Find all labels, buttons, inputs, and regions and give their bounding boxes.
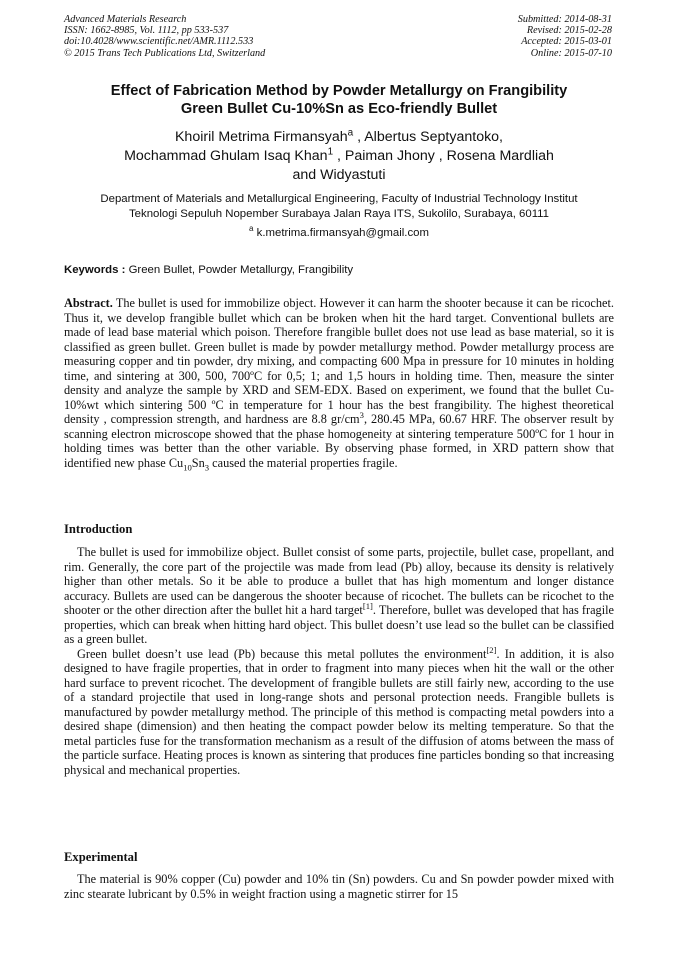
author-name: Khoiril Metrima Firmansyah xyxy=(174,129,348,145)
superscript: 3 xyxy=(359,409,364,420)
paragraph-text: Green bullet doesn’t use lead (Pb) because this metal pollutes the environment xyxy=(77,646,487,661)
email-address: k.metrima.firmansyah@gmail.com xyxy=(253,227,429,239)
subscript: 10 xyxy=(183,461,192,472)
journal-header-right xyxy=(518,14,612,59)
affiliation-mark: 1 xyxy=(327,146,334,158)
issn-line: ISSN: 1662-8985, Vol. 1112, pp 533-537 xyxy=(64,25,229,37)
citation: [2] xyxy=(486,644,497,655)
paragraph-text: The bullet is used for immobilize object. Bullet consist of some parts, projectile, bullet case, propellant, and rim. Generally, the core part of the projectile was made from lead (Pb) alloy, because its density is relatively higher than other metals. So it be able to produce a bullet that has high momentum and longer distance accuracy. Bullets are used can be dangerous the shooter because of ricochet. The bullets can be ricochet to the shooter or the other direction after the bullet hit a hard target xyxy=(64,545,614,617)
journal-name: Advanced Materials Research xyxy=(64,14,187,25)
introduction-body xyxy=(64,545,614,777)
paragraph xyxy=(64,644,614,778)
author-name: Mochammad Ghulam Isaq Khan xyxy=(124,148,328,164)
title-line-2: Green Bullet Cu-10%Sn as Eco-friendly Bullet xyxy=(180,101,498,117)
affiliation-line-1: Department of Materials and Metallurgical Engineering, Faculty of Industrial Technology Institut xyxy=(100,193,578,205)
author-email xyxy=(40,226,638,240)
journal-header-left xyxy=(64,14,265,59)
abstract-text: , 280.45 MPa, 60.67 HRF. The observer result by scanning electron microscope showed that the phase homogeneity at sintering temperature 500ºC for 1 hour in holding times was better than the other variable. By observing phase formed, in XRD pattern show that identified new phase Cu xyxy=(64,412,614,470)
affiliation xyxy=(40,192,638,221)
paragraph: The material is 90% copper (Cu) powder and 10% tin (Sn) powders. Cu and Sn powder powder mixed with zinc stearate lubricant by 0.5% in weight fraction using a magnetic stirrer for 15 xyxy=(64,872,614,901)
experimental-body xyxy=(64,872,614,901)
abstract xyxy=(64,296,614,470)
abstract-text: Sn xyxy=(191,455,205,470)
keywords xyxy=(64,263,614,277)
author-names: , Albertus Septyantoko, xyxy=(353,129,504,145)
paragraph xyxy=(64,545,614,647)
author-line-1 xyxy=(40,128,638,147)
author-list xyxy=(40,128,638,185)
abstract-text: caused the material properties fragile. xyxy=(209,455,398,470)
affiliation-mark: a xyxy=(347,127,354,139)
doi-line: doi:10.4028/www.scientific.net/AMR.1112.533 xyxy=(64,36,254,48)
paragraph-text: . Therefore, bullet was developed that has fragile properties, which can break when hitting hard object. This bullet doesn’t use lead so the bullet can be classified as a green bullet. xyxy=(64,603,614,646)
section-heading-experimental: Experimental xyxy=(64,850,138,864)
email-mark: a xyxy=(249,224,254,234)
keywords-label: Keywords : xyxy=(64,264,126,276)
author-line-2 xyxy=(40,147,638,166)
subscript: 3 xyxy=(204,461,210,472)
paper-title xyxy=(40,82,638,118)
revised-date: Revised: 2015-02-28 xyxy=(526,25,612,37)
keywords-text: Green Bullet, Powder Metallurgy, Frangibility xyxy=(125,264,354,276)
online-date: Online: 2015-07-10 xyxy=(530,47,612,59)
abstract-text: The bullet is used for immobilize object. However it can harm the shooter because it can be ricochet. Thus it, we develop frangible bullet which can be broken when hit the hard target. Conventional bullets are made of lead base material which poison. Therefore frangible bullet does not use lead as base material, so it is classified as green bullet. Green bullet is made by powder metallurgy method. Powder metallurgy process are measuring copper and tin powder, dry mixing, and compacting 600 Mpa in pressure for 10 minutes in holding time, and sintering at 300, 500, 700ºC for 0,5; 1; and 1,5 hours in holding time. Then, measure the sinter density and analyze the sample by XRD and SEM-EDX. Based on experiment, we found that the bullet Cu-10%wt which sintering 500 ºC in temperature for 1 hour has the best frangibility. The highest theoretical density , compression strength, and hardness are 8.8 gr/cm xyxy=(64,296,614,426)
author-line-3: and Widyastuti xyxy=(292,167,386,183)
copyright-line: © 2015 Trans Tech Publications Ltd, Switzerland xyxy=(64,47,266,59)
title-line-1: Effect of Fabrication Method by Powder Metallurgy on Frangibility xyxy=(110,83,568,99)
accepted-date: Accepted: 2015-03-01 xyxy=(521,36,612,48)
submitted-date: Submitted: 2014-08-31 xyxy=(517,14,612,25)
affiliation-line-2: Teknologi Sepuluh Nopember Surabaya Jalan Raya ITS, Sukolilo, Surabaya, 60111 xyxy=(128,207,550,220)
citation: [1] xyxy=(362,600,373,611)
paragraph-text: . In addition, it is also designed to have fragile properties, that in order to fragment into many pieces when hit the wall or the other hard surface to prevent ricochet. The development of frangible bullets are still fairly new, according to the use of a standard projectile that used in long-range shots and personal protection needs. Frangible bullets is manufactured by powder metallurgy method. The principle of this method is compacting metal powders into a desired shape (dimension) and then heating the compact powder below its melting temperature. So that the metal particles fuse for the transformation mechanism as a result of the diffusion of atoms between the mass of the particle surface. Heating proces is known as sintering that produces fine particles bonding so that increasing physical and mechanical properties. xyxy=(64,646,614,777)
section-heading-introduction: Introduction xyxy=(64,522,133,536)
abstract-label: Abstract. xyxy=(64,296,113,310)
author-names: , Paiman Jhony , Rosena Mardliah xyxy=(333,148,554,164)
